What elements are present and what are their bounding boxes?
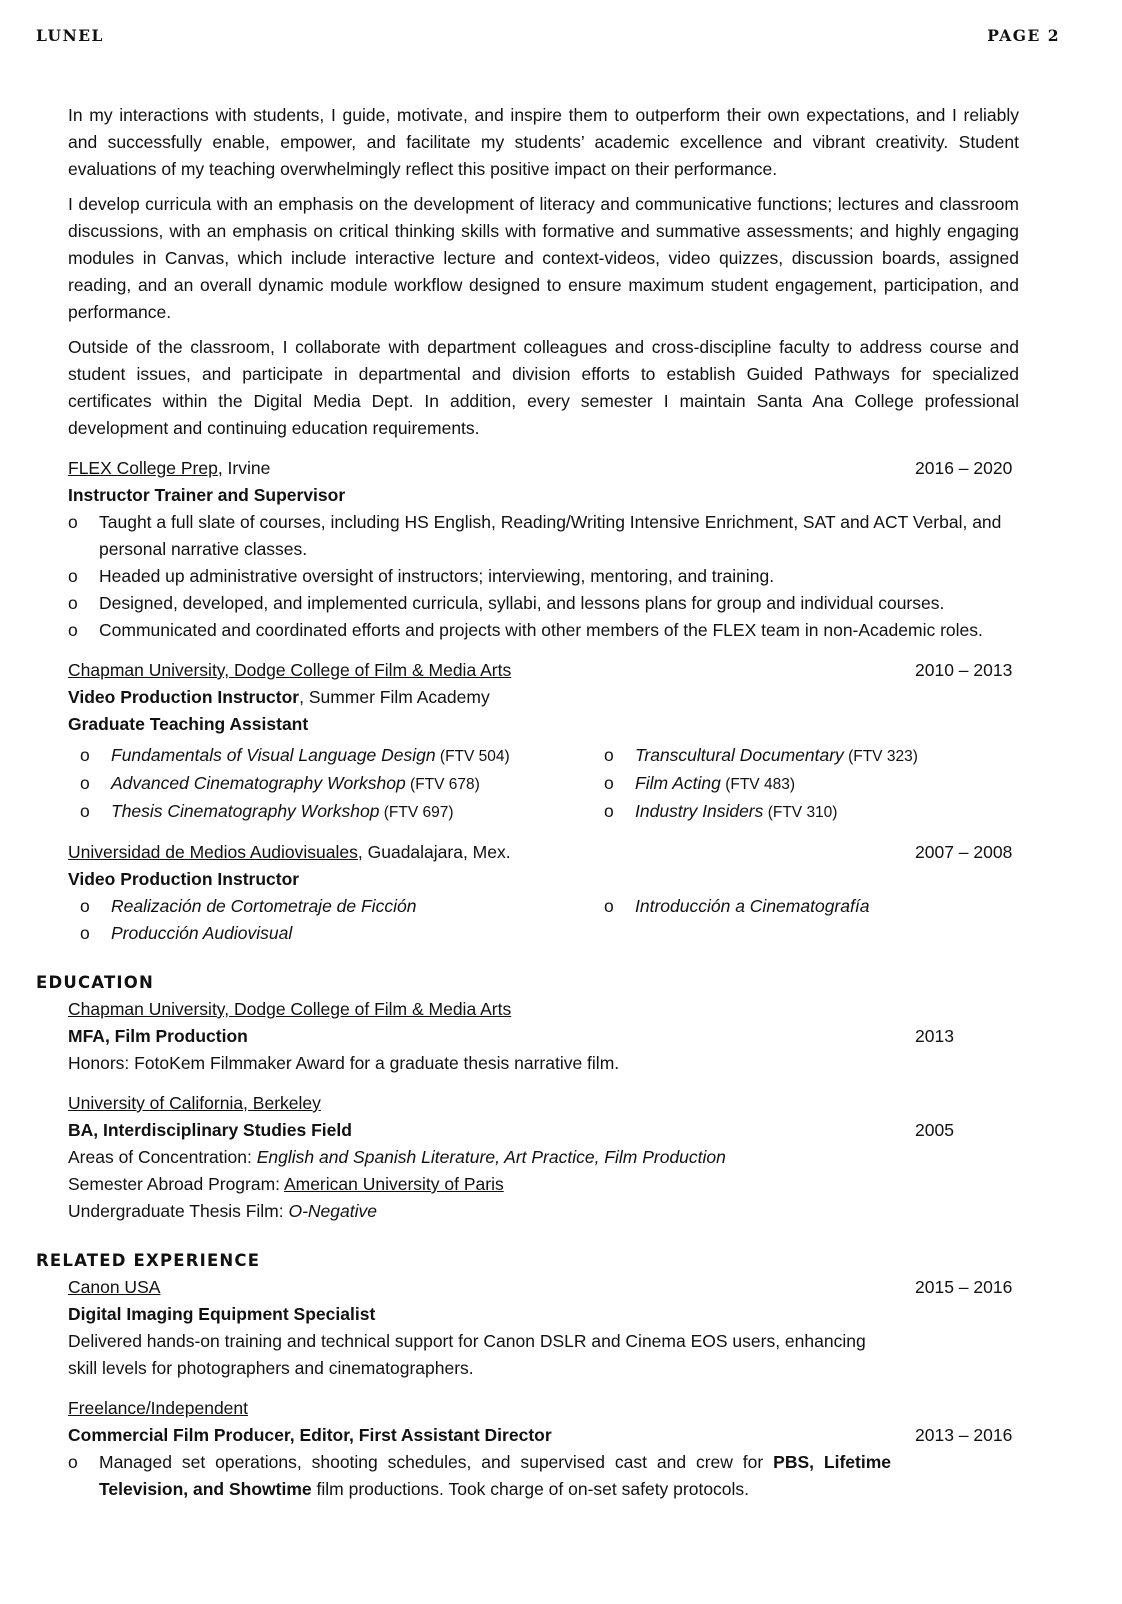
job-org-line: Universidad de Medios Audiovisuales, Guadalajara, Mex. <box>68 842 511 862</box>
bullet-marker: o <box>68 566 78 586</box>
job-bullets <box>68 1449 891 1503</box>
degree-year: 2013 <box>915 1026 954 1046</box>
job-years: 2015 – 2016 <box>915 1277 1013 1297</box>
course-list-left <box>68 893 604 947</box>
section-heading-related-experience: RELATED EXPERIENCE <box>36 1251 261 1270</box>
intro-paragraph-3: Outside of the classroom, I collaborate with department colleagues and cross-discipline faculty to address course and student issues, and participate in departmental and division efforts to establish Guided Pathways for specialized certificates within the Digital Media Dept. In addition, every semester I maintain Santa Ana College professional development and continuing education requirements. <box>68 337 1019 438</box>
job-years: 2016 – 2020 <box>915 458 1013 478</box>
page-number: PAGE 2 <box>987 26 1060 45</box>
bullet-marker: o <box>68 620 78 640</box>
job-years: 2013 – 2016 <box>915 1425 1013 1445</box>
job-org: FLEX College Prep <box>68 458 218 478</box>
list-item: o Designed, developed, and implemented curricula, syllabi, and lessons plans for group and individual courses. <box>68 590 1034 617</box>
bullet-marker: o <box>68 593 78 613</box>
intro-paragraph-1: In my interactions with students, I guide, motivate, and inspire them to outperform their own expectations, and I reliably and successfully enable, empower, and facilitate my students’ academic excellence and vibrant creativity. Student evaluations of my teaching overwhelmingly reflect this positive impact on their performance. <box>68 105 1019 179</box>
job-org: Chapman University, Dodge College of Film & Media Arts <box>68 660 512 680</box>
degree: BA, Interdisciplinary Studies Field <box>68 1120 352 1140</box>
job-title: Commercial Film Producer, Editor, First Assistant Director <box>68 1425 552 1445</box>
course-list-left <box>68 742 604 826</box>
school-name: Chapman University, Dodge College of Film & Media Arts <box>68 999 512 1019</box>
job-udm <box>68 839 1034 947</box>
header-name: LUNEL <box>36 26 104 45</box>
job-title-secondary: Graduate Teaching Assistant <box>68 714 309 734</box>
semester-abroad: Semester Abroad Program: American University of Paris <box>68 1174 504 1194</box>
degree-year: 2005 <box>915 1120 954 1140</box>
job-location: , Irvine <box>217 458 271 478</box>
intro-paragraph-2: I develop curricula with an emphasis on the development of literacy and communicative functions; lectures and classroom discussions, with an emphasis on critical thinking skills with formative and summative assessments; and highly engaging modules in Canvas, which include interactive lecture and context-videos, video quizzes, discussion boards, assigned reading, and an overall dynamic module workflow designed to ensure maximum student engagement, participation, and performance. <box>68 194 1019 322</box>
course-item: o Producción Audiovisual <box>80 923 293 943</box>
course-item: o Thesis Cinematography Workshop (FTV 697) <box>80 801 454 821</box>
course-item: o Film Acting (FTV 483) <box>604 773 795 793</box>
job-freelance <box>68 1395 1034 1503</box>
job-chapman <box>68 657 1034 826</box>
list-item: o Communicated and coordinated efforts and projects with other members of the FLEX team in non-Academic roles. <box>68 617 1034 644</box>
education-chapman <box>68 996 1034 1077</box>
list-item: o Managed set operations, shooting schedules, and supervised cast and crew for PBS, Lifetime Television, and Showtime film productions. Took charge of on-set safety protocols. <box>68 1449 891 1503</box>
job-org-line <box>68 455 270 482</box>
course-list-right <box>604 893 869 947</box>
resume-body <box>36 102 1034 1503</box>
job-title: Video Production Instructor <box>68 687 300 707</box>
bullet-marker: o <box>68 512 78 532</box>
course-columns <box>68 742 1034 826</box>
job-bullets <box>68 509 1034 644</box>
concentration: Areas of Concentration: English and Spanish Literature, Art Practice, Film Production <box>68 1147 726 1167</box>
job-description: Delivered hands-on training and technical support for Canon DSLR and Cinema EOS users, enhancing skill levels for photographers and cinematographers. <box>68 1331 866 1378</box>
course-item: o Industry Insiders (FTV 310) <box>604 801 838 821</box>
job-org: Canon USA <box>68 1277 161 1297</box>
job-canon <box>68 1274 1034 1382</box>
education-berkeley <box>68 1090 1034 1225</box>
job-title: Instructor Trainer and Supervisor <box>68 485 346 505</box>
job-title: Digital Imaging Equipment Specialist <box>68 1304 376 1324</box>
school-name: University of California, Berkeley <box>68 1093 321 1113</box>
thesis-film: Undergraduate Thesis Film: O-Negative <box>68 1201 377 1221</box>
list-item: o Taught a full slate of courses, including HS English, Reading/Writing Intensive Enrichment, SAT and ACT Verbal, and personal narrative classes. <box>68 509 1034 563</box>
bullet-marker: o <box>68 1452 78 1472</box>
list-item: o Headed up administrative oversight of instructors; interviewing, mentoring, and training. <box>68 563 1034 590</box>
course-item: o Transcultural Documentary (FTV 323) <box>604 745 918 765</box>
course-columns <box>68 893 1034 947</box>
job-org: Universidad de Medios Audiovisuales <box>68 842 358 862</box>
job-years: 2010 – 2013 <box>915 660 1013 680</box>
course-item: o Realización de Cortometraje de Ficción <box>80 896 417 916</box>
job-title: Video Production Instructor <box>68 869 300 889</box>
course-list-right <box>604 742 918 826</box>
job-org: Freelance/Independent <box>68 1398 248 1418</box>
job-years: 2007 – 2008 <box>915 842 1013 862</box>
course-item: o Fundamentals of Visual Language Design (FTV 504) <box>80 745 510 765</box>
course-item: o Advanced Cinematography Workshop (FTV 678) <box>80 773 480 793</box>
job-flex <box>68 455 1034 644</box>
degree: MFA, Film Production <box>68 1026 248 1046</box>
honors: Honors: FotoKem Filmmaker Award for a graduate thesis narrative film. <box>68 1053 620 1073</box>
job-title-line: Video Production Instructor, Summer Film Academy <box>68 687 490 707</box>
section-heading-education: EDUCATION <box>36 973 154 992</box>
course-item: o Introducción a Cinematografía <box>604 896 870 916</box>
